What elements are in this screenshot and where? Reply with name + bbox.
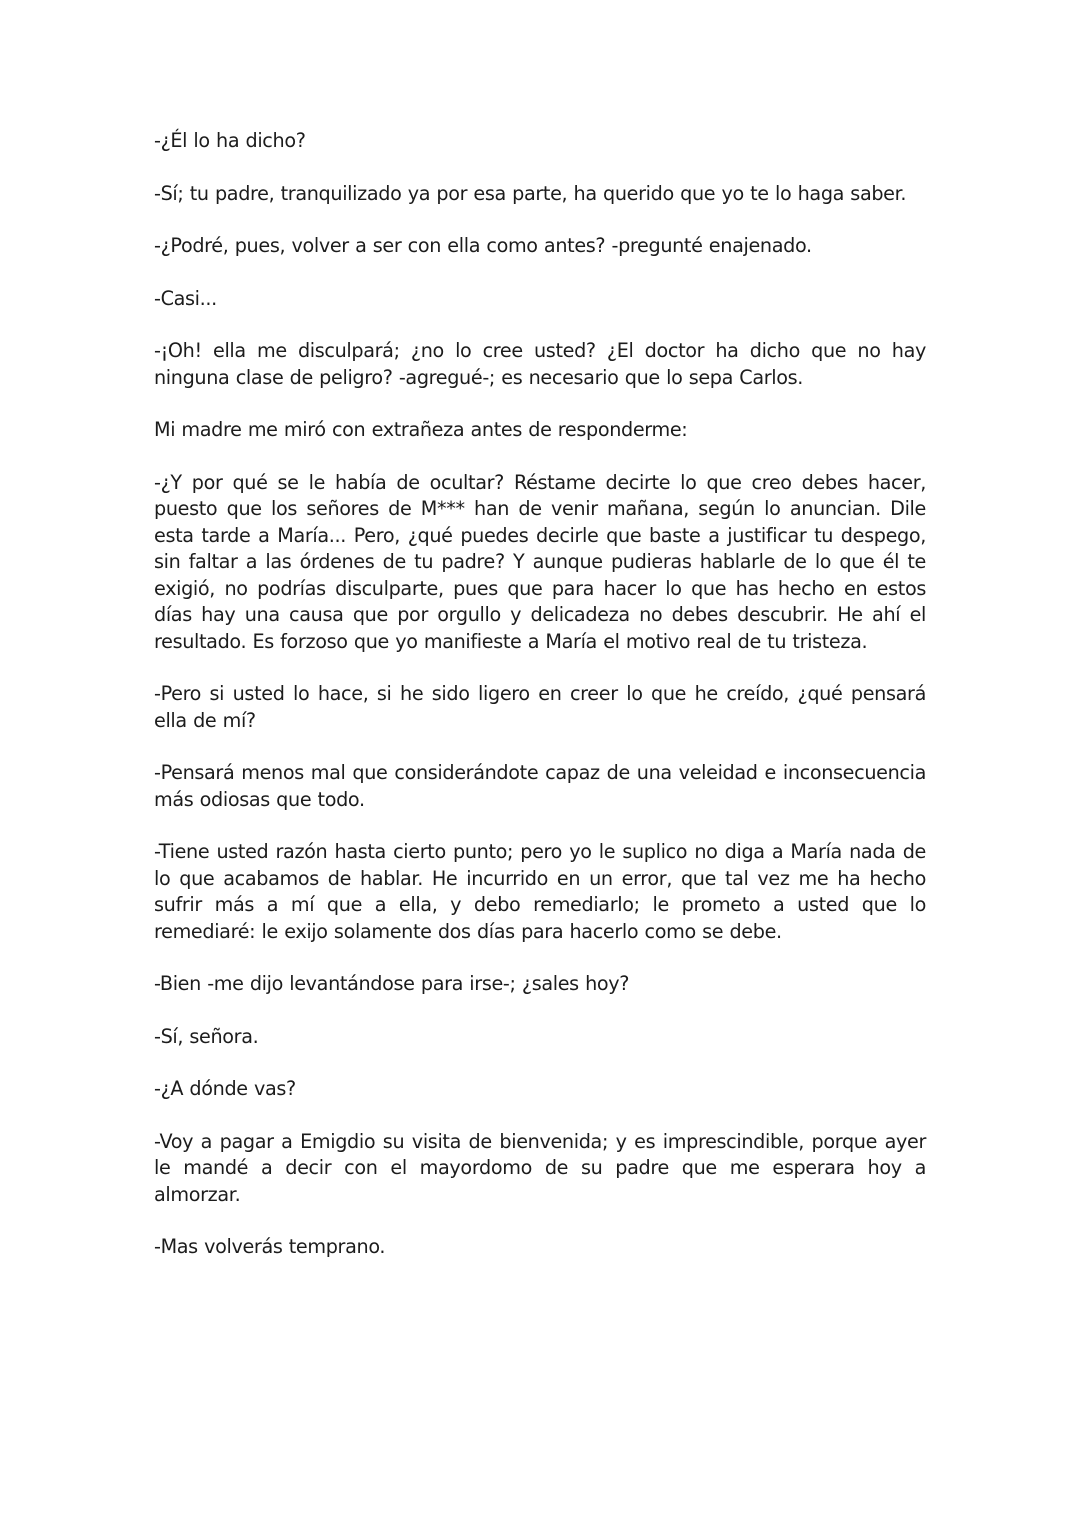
paragraph-dialogue-9: -Tiene usted razón hasta cierto punto; pero yo le suplico no diga a María nada de lo que acabamos de hablar. He incurrido en un error, que tal vez me ha hecho sufrir más a mí que a ella, y debo remediarlo; le prometo a usted que lo remediaré: le exijo solamente dos días para hacerlo como se debe.	[154, 840, 926, 943]
paragraph-narration-1: Mi madre me miró con extrañeza antes de responderme:	[154, 418, 688, 441]
paragraph-dialogue-10: -Bien -me dijo levantándose para irse-; ¿sales hoy?	[154, 972, 630, 995]
paragraph-dialogue-11: -Sí, señora.	[154, 1024, 259, 1048]
paragraph-dialogue-2: -Sí; tu padre, tranquilizado ya por esa parte, ha querido que yo te lo haga saber.	[154, 181, 907, 205]
paragraph-dialogue-14: -Mas volverás temprano.	[154, 1235, 386, 1258]
paragraph-dialogue-7: -Pero si usted lo hace, si he sido ligero en creer lo que he creído, ¿qué pensará ella de mí?	[154, 682, 926, 732]
document-page	[154, 128, 926, 1287]
paragraph-dialogue-8: -Pensará menos mal que considerándote capaz de una veleidad e inconsecuencia más odiosas que todo.	[154, 761, 926, 811]
paragraph-dialogue-13: -Voy a pagar a Emigdio su visita de bienvenida; y es imprescindible, porque ayer le mandé a decir con el mayordomo de su padre que me esperara hoy a almorzar.	[154, 1129, 926, 1206]
paragraph-dialogue-6: -¿Y por qué se le había de ocultar? Réstame decirte lo que creo debes hacer, puesto que los señores de M*** han de venir mañana, según lo anuncian. Dile esta tarde a María... Pero, ¿qué puedes decirle que baste a justificar tu despego, sin faltar a las órdenes de tu padre? Y aunque pudieras hablarle de lo que él te exigió, no podrías disculparte, pues que para hacer lo que has hecho en estos días hay una causa que por orgullo y delicadeza no debes descubrir. He ahí el resultado. Es forzoso que yo manifieste a María el motivo real de tu tristeza.	[154, 470, 926, 653]
paragraph-dialogue-5: -¡Oh! ella me disculpará; ¿no lo cree usted? ¿El doctor ha dicho que no hay ninguna clase de peligro? -agregué-; es necesario que lo sepa Carlos.	[154, 339, 926, 389]
paragraph-dialogue-4: -Casi...	[154, 286, 217, 310]
paragraph-dialogue-1: -¿Él lo ha dicho?	[154, 129, 306, 152]
paragraph-dialogue-3: -¿Podré, pues, volver a ser con ella como antes? -pregunté enajenado.	[154, 234, 812, 257]
paragraph-dialogue-12: -¿A dónde vas?	[154, 1077, 296, 1100]
